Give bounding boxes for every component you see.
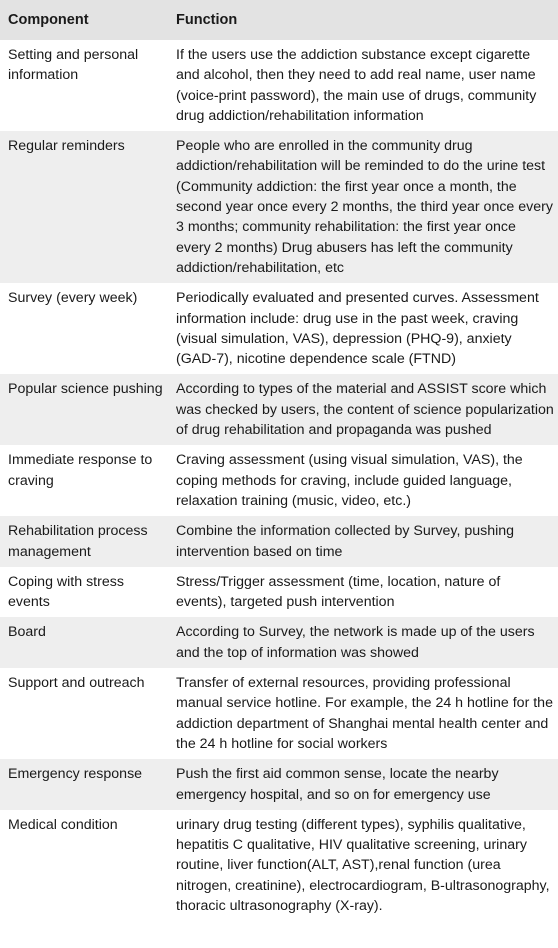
row-function: Combine the information collected by Survey, pushing intervention based on time <box>176 523 515 560</box>
header-row <box>0 0 558 40</box>
table-row <box>0 516 558 567</box>
row-component: Board <box>8 624 46 641</box>
table-row <box>0 40 558 131</box>
row-function: Stress/Trigger assessment (time, location, nature of events), targeted push intervention <box>176 573 501 611</box>
header-component: Component <box>8 12 89 28</box>
table-body <box>0 40 558 921</box>
table-row <box>0 374 558 445</box>
row-function: Craving assessment (using visual simulation, VAS), the coping methods for craving, include guided language, relaxation training (music, video, etc.) <box>176 452 523 509</box>
header-function: Function <box>176 12 238 28</box>
table-row <box>0 283 558 374</box>
row-function: According to Survey, the network is made up of the users and the top of information was showed <box>176 624 535 661</box>
row-function: Push the first aid common sense, locate the nearby emergency hospital, and so on for emergency use <box>176 766 499 803</box>
row-component: Rehabilitation process management <box>8 523 148 560</box>
row-function: According to types of the material and ASSIST score which was checked by users, the content of science popularization of drug rehabilitation and propaganda was pushed <box>176 381 554 439</box>
table-row <box>0 810 558 921</box>
row-component: Support and outreach <box>8 675 145 692</box>
table-row <box>0 617 558 668</box>
table-row <box>0 131 558 283</box>
row-component: Immediate response to craving <box>8 452 153 489</box>
row-function: Periodically evaluated and presented curves. Assessment information include: drug use in the past week, craving (visual simulation, VAS), depression (PHQ-9), anxiety (GAD-7), nicotine dependence scale (FTND) <box>176 290 539 368</box>
row-component: Setting and personal information <box>8 47 139 84</box>
table-row <box>0 668 558 759</box>
row-component: Medical condition <box>8 816 118 833</box>
table-row <box>0 567 558 618</box>
row-component: Popular science pushing <box>8 381 163 398</box>
table-row <box>0 445 558 516</box>
row-function: People who are enrolled in the community drug addiction/rehabilitation will be reminded to do the urine test (Community addiction: the first year once a month, the second year once every 2 months, the third year once every 3 months; community rehabilitation: the first year once every 2 months) Drug abusers has left the community addiction/rehabilitation, etc <box>176 138 553 276</box>
row-function: Transfer of external resources, providing professional manual service hotline. For example, the 24 h hotline for the addiction department of Shanghai mental health center and the 24 h hotline for social workers <box>176 675 553 752</box>
row-component: Emergency response <box>8 766 143 783</box>
table-row <box>0 759 558 810</box>
row-function: If the users use the addiction substance except cigarette and alcohol, then they need to add real name, user name (voice-print password), the main use of drugs, community drug addiction/rehabilitation information <box>176 47 537 124</box>
row-component: Coping with stress events <box>8 573 124 611</box>
row-component: Regular reminders <box>8 138 125 155</box>
row-component: Survey (every week) <box>8 290 138 307</box>
row-function: urinary drug testing (different types), syphilis qualitative, hepatitis C qualitative, HIV qualitative screening, urinary routine, liver function(ALT, AST),renal function (urea nitrogen, creatinine), electrocardiogram, B-ultrasonography, thoracic ultrasonography (X-ray). <box>176 816 550 914</box>
table-header <box>0 0 558 40</box>
